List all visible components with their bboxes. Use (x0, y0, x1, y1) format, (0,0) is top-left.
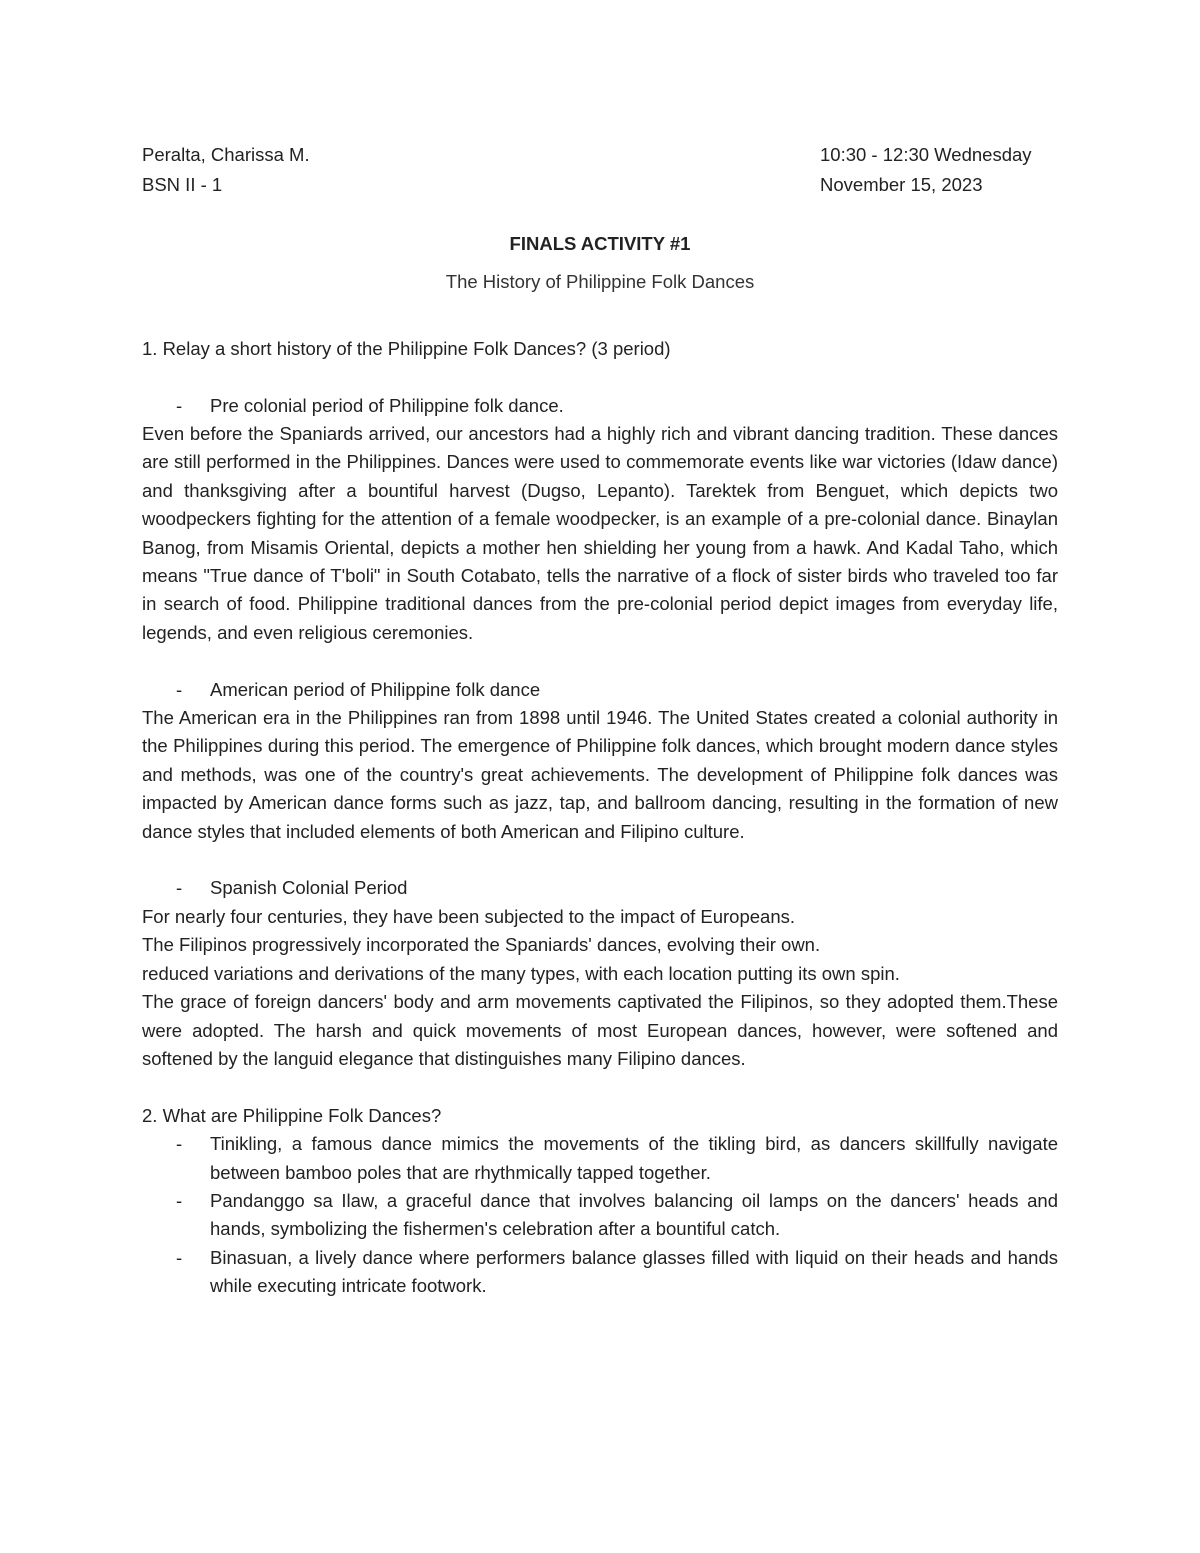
period-heading-american: - American period of Philippine folk dance (142, 676, 1058, 704)
bullet-dash-icon: - (176, 678, 183, 700)
student-name: Peralta, Charissa M. (142, 143, 310, 165)
period-body-precolonial: Even before the Spaniards arrived, our ancestors had a highly rich and vibrant dancing tradition. These dances are still performed in the Philippines. Dances were used to commemorate events like war victories (Idaw dance) and thanksgiving after a bountiful harvest (Dugso, Lepanto). Tarektek from Benguet, which depicts two woodpeckers fighting for the attention of a female woodpecker, is an example of a pre-colonial dance. Binaylan Banog, from Misamis Oriental, depicts a mother hen shielding her young from a hawk. And Kadal Taho, which means "True dance of T'boli" in South Cotabato, tells the narrative of a flock of sister birds who traveled too far in search of food. Philippine traditional dances from the pre-colonial period depict images from everyday life, legends, and even religious ceremonies. (142, 423, 1058, 643)
document-subtitle: The History of Philippine Folk Dances (445, 271, 755, 293)
folk-dance-item: - Tinikling, a famous dance mimics the movements of the tikling bird, as dancers skillfully navigate between bamboo poles that are rhythmically tapped together. (142, 1130, 1058, 1187)
period-body-spanish-line: The Filipinos progressively incorporated the Spaniards' dances, evolving their own. (142, 934, 821, 956)
period-heading-precolonial: - Pre colonial period of Philippine folk dance. (142, 392, 1058, 420)
bullet-dash-icon: - (176, 394, 183, 416)
period-body-american: The American era in the Philippines ran from 1898 until 1946. The United States created a colonial authority in the Philippines during this period. The emergence of Philippine folk dances, which brought modern dance styles and methods, was one of the country's great achievements. The development of Philippine folk dances was impacted by American dance forms such as jazz, tap, and ballroom dancing, resulting in the formation of new dance styles that included elements of both American and Filipino culture. (142, 707, 1058, 842)
bullet-dash-icon: - (176, 877, 183, 899)
period-heading-spanish: - Spanish Colonial Period (142, 874, 1058, 902)
document-page (142, 140, 1058, 1301)
bullet-dash-icon: - (176, 1189, 183, 1211)
header-row-2 (142, 170, 1058, 200)
question-1: 1. Relay a short history of the Philippine Folk Dances? (3 period) (142, 337, 671, 359)
class-schedule: 10:30 - 12:30 Wednesday (820, 143, 1032, 165)
period-body-spanish-line: The grace of foreign dancers' body and arm movements captivated the Filipinos, so they adopted them.These were adopted. The harsh and quick movements of most European dances, however, were softened and softened by the languid elegance that distinguishes many Filipino dances. (142, 991, 1058, 1069)
document-title: FINALS ACTIVITY #1 (509, 233, 691, 254)
header-row-1 (142, 140, 1058, 170)
folk-dance-item: - Binasuan, a lively dance where performers balance glasses filled with liquid on their heads and hands while executing intricate footwork. (142, 1244, 1058, 1301)
period-body-spanish-line: For nearly four centuries, they have been subjected to the impact of Europeans. (142, 905, 796, 927)
folk-dance-item: - Pandanggo sa Ilaw, a graceful dance that involves balancing oil lamps on the dancers' heads and hands, symbolizing the fishermen's celebration after a bountiful catch. (142, 1187, 1058, 1244)
student-section: BSN II - 1 (142, 173, 223, 195)
question-2: 2. What are Philippine Folk Dances? (142, 1104, 442, 1126)
submission-date: November 15, 2023 (820, 173, 983, 195)
bullet-dash-icon: - (176, 1246, 183, 1268)
bullet-dash-icon: - (176, 1133, 183, 1155)
period-body-spanish-line: reduced variations and derivations of the many types, with each location putting its own spin. (142, 962, 900, 984)
